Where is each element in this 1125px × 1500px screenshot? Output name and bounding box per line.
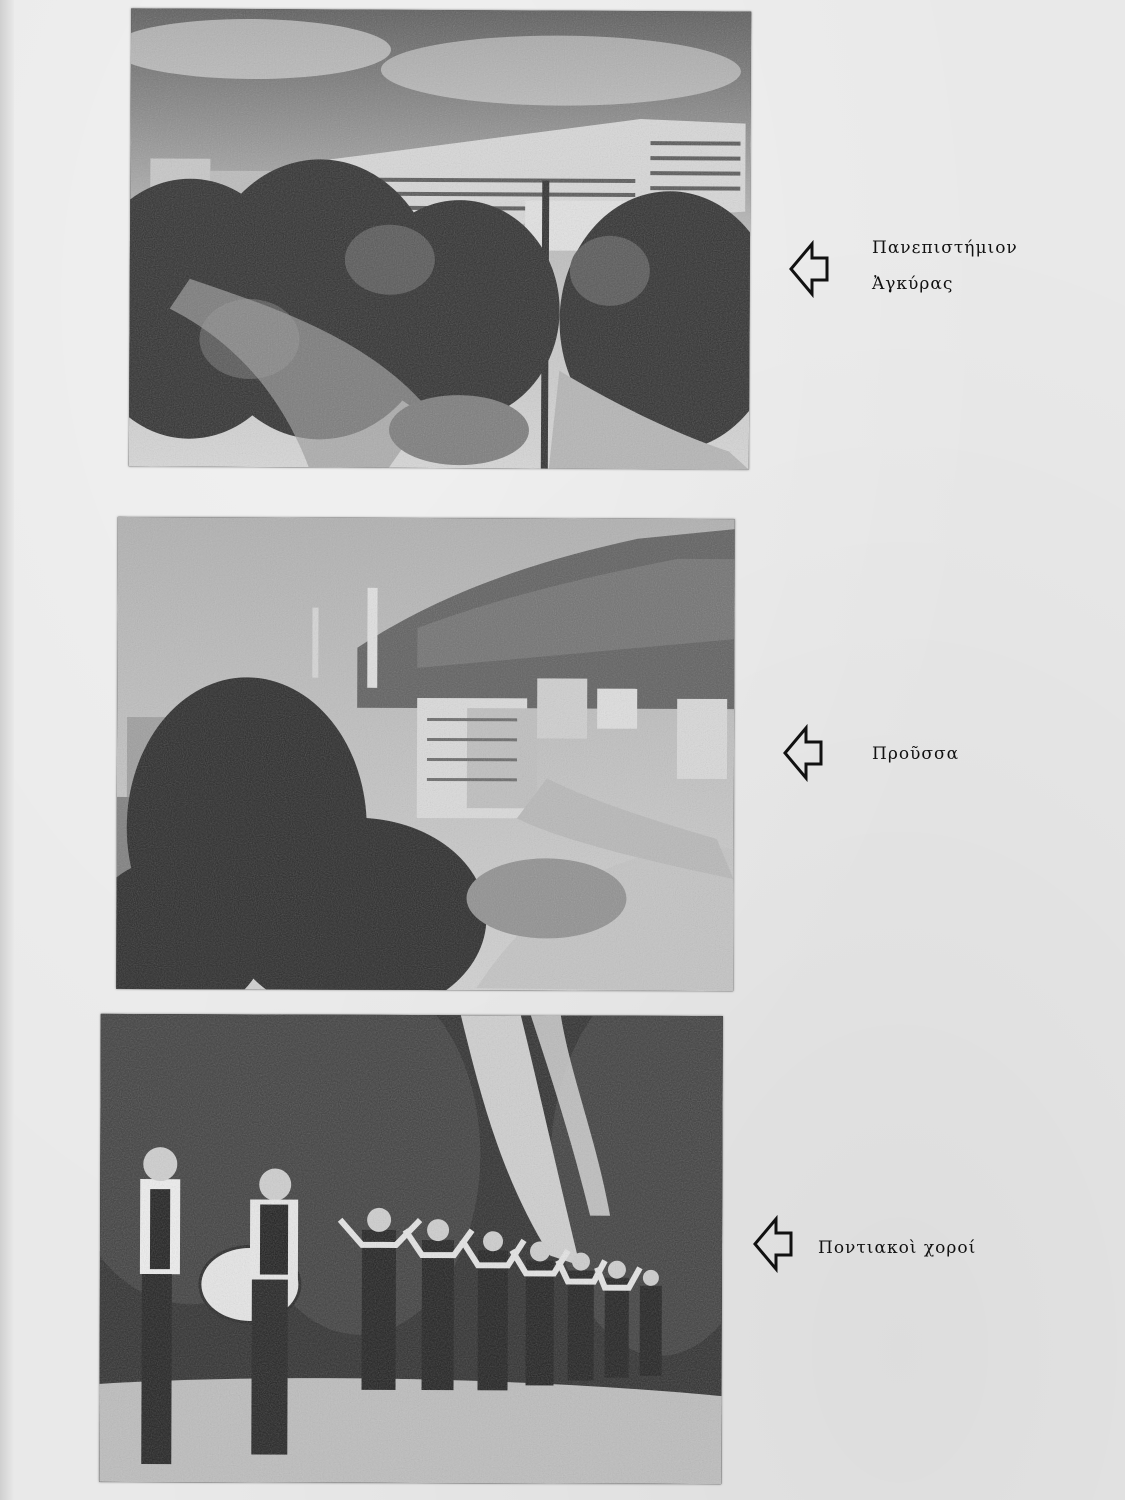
caption-university-ankara xyxy=(872,230,1018,302)
photo-bursa-image xyxy=(116,517,735,991)
caption-line: Ἀγκύρας xyxy=(872,274,954,294)
left-arrow-icon xyxy=(788,240,830,298)
caption-line: Πανεπιστήμιον xyxy=(872,238,1018,258)
photo-university-image xyxy=(129,8,751,469)
photo-bursa xyxy=(116,517,735,991)
caption-pontic-dances xyxy=(818,1230,976,1266)
page-spine-shadow xyxy=(0,0,14,1500)
caption-line: Προῦσσα xyxy=(872,744,960,764)
left-arrow-icon xyxy=(782,724,824,782)
caption-bursa xyxy=(872,736,959,772)
left-arrow-icon xyxy=(752,1215,794,1273)
photo-pontic-dances-image xyxy=(99,1014,723,1484)
photo-pontic-dances xyxy=(99,1014,723,1484)
photo-university-ankara xyxy=(129,8,751,469)
caption-line: Ποντιακοὶ χοροί xyxy=(818,1238,977,1258)
